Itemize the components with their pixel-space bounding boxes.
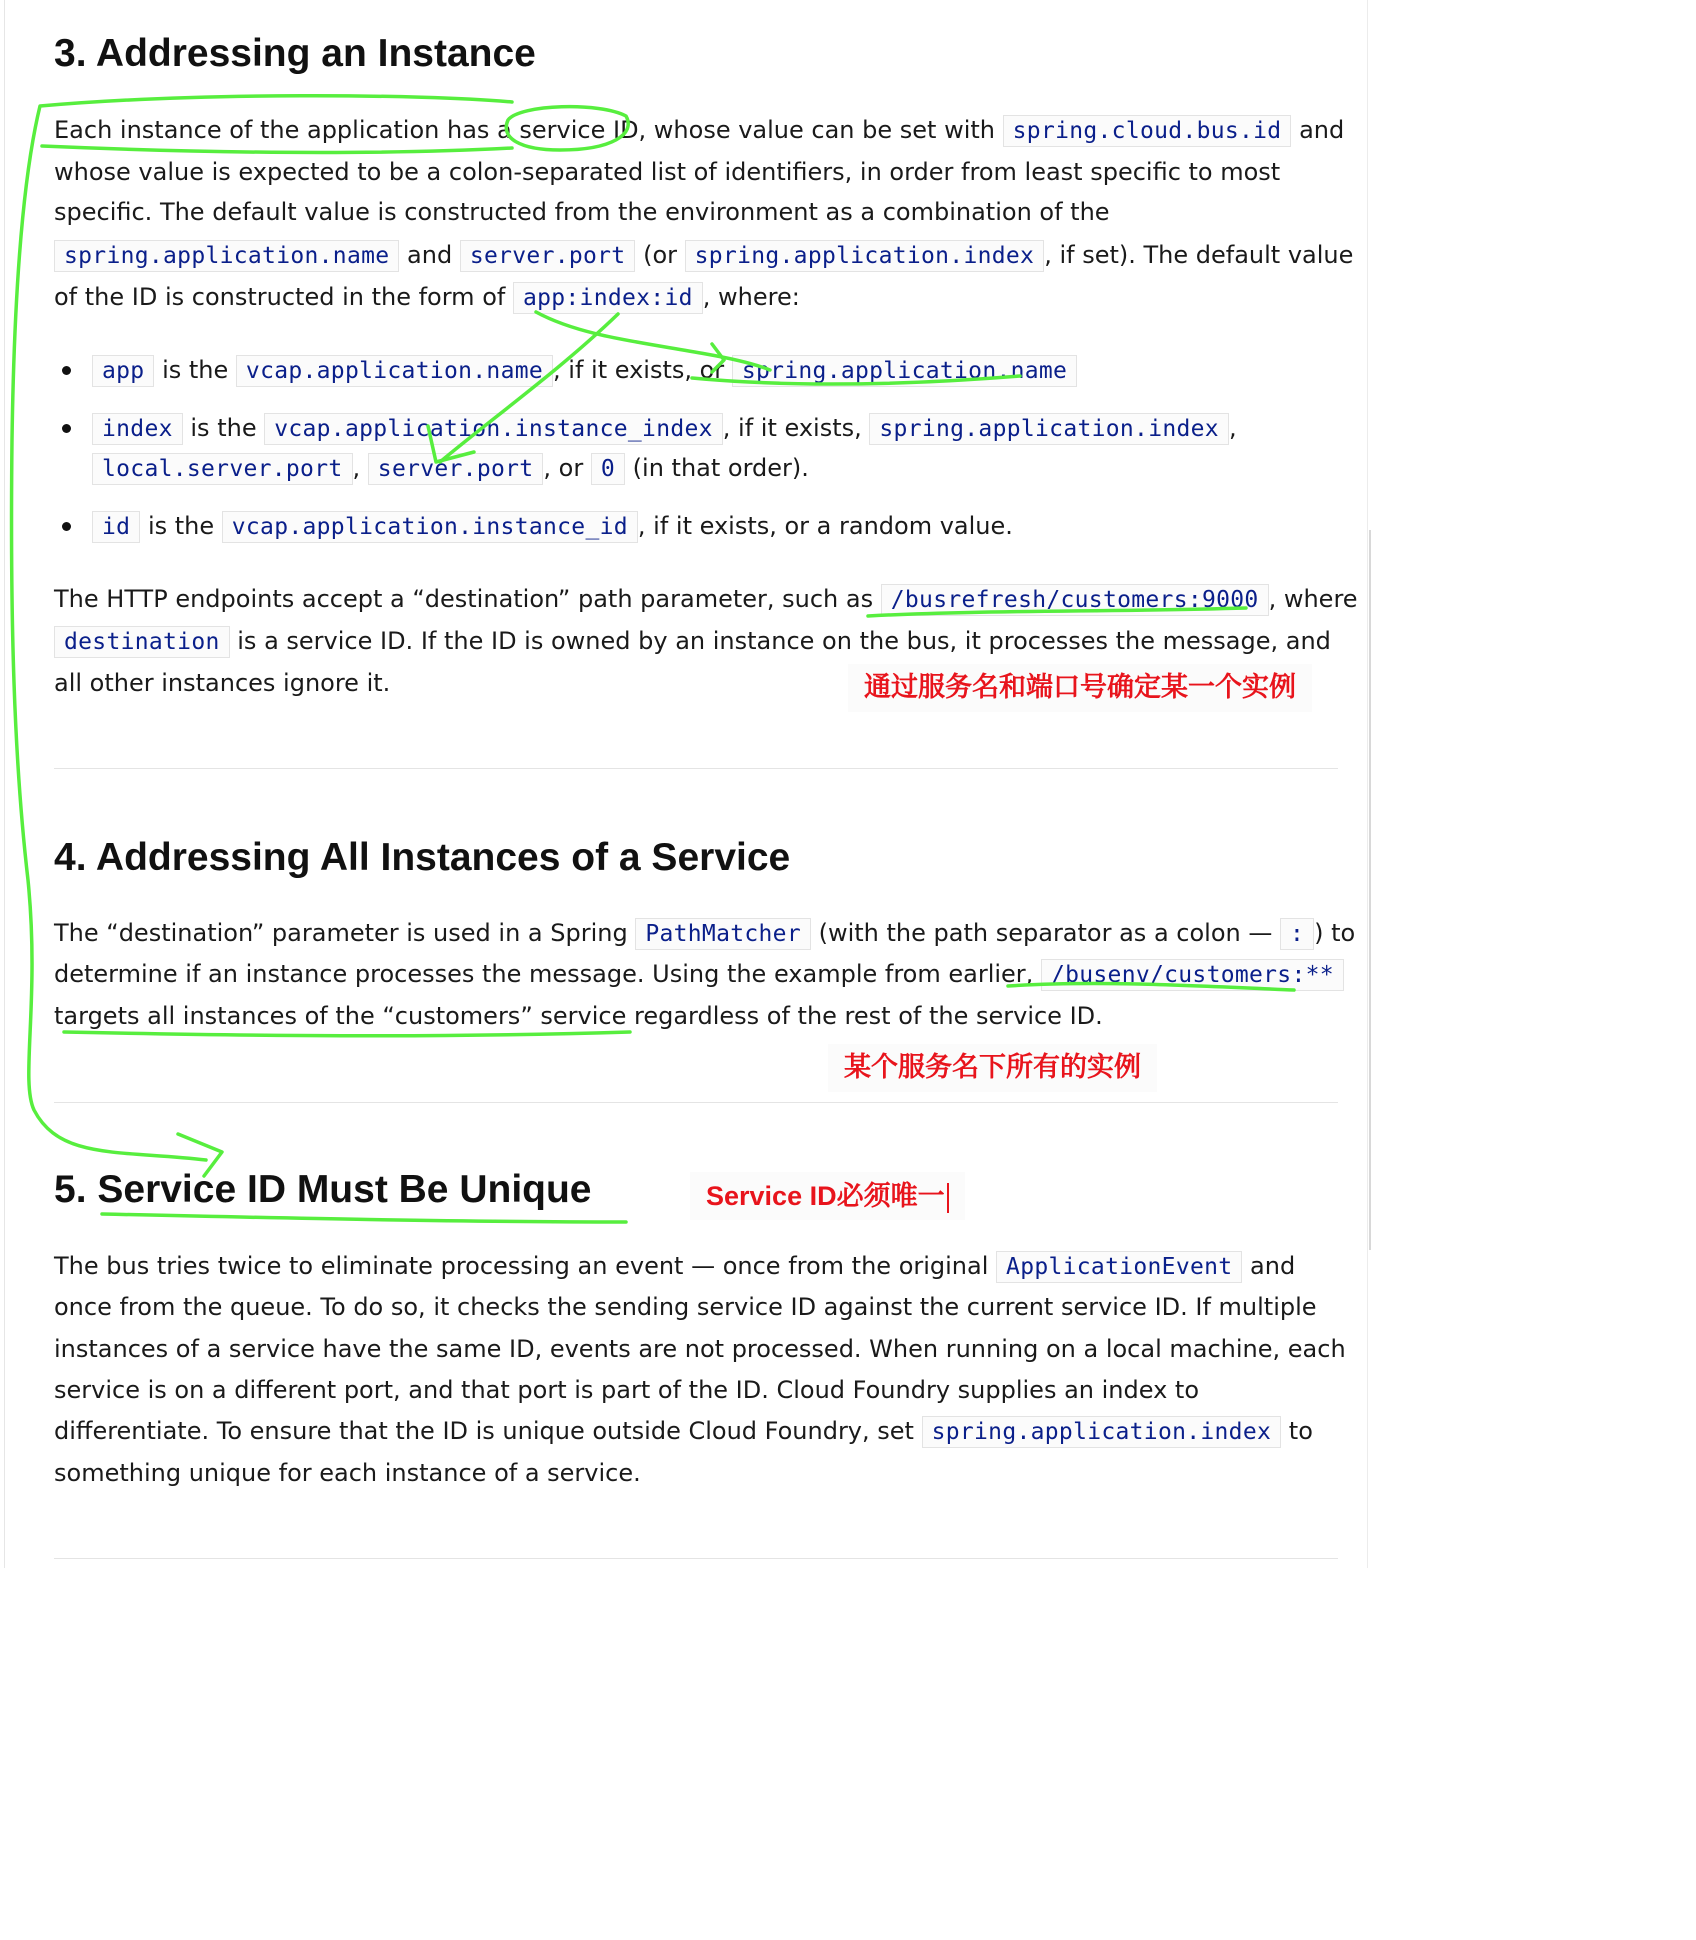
- s5-paragraph-line-4: service is on a different port, and that port is part of the ID. Cloud Foundry supplies an index to: [54, 1376, 1200, 1404]
- annotation-note-all-instances: 某个服务名下所有的实例: [828, 1044, 1157, 1092]
- code-spring-application-index: spring.application.index: [869, 413, 1229, 445]
- code-spring-application-index: spring.application.index: [685, 240, 1045, 272]
- text: is the: [147, 512, 215, 540]
- text: and: [1250, 1252, 1296, 1280]
- code-spring-application-name: spring.application.name: [732, 355, 1077, 387]
- code-id: id: [92, 511, 140, 543]
- text: Each instance of the application has a service ID, whose value can be set with: [54, 116, 996, 144]
- text: is the: [190, 414, 257, 442]
- note-text: Service ID必须唯一: [706, 1181, 945, 1211]
- s4-paragraph-line-3: targets all instances of the “customers” service regardless of the rest of the service ID.: [54, 1002, 1103, 1030]
- code-zero: 0: [591, 453, 625, 485]
- bullet-dot: [62, 424, 71, 433]
- s3-paragraph-line-3: specific. The default value is constructed from the environment as a combination of the: [54, 198, 1110, 226]
- text: is a service ID. If the ID is owned by an instance on the bus, it processes the message, and: [237, 627, 1331, 655]
- section-3-heading: 3. Addressing an Instance: [54, 32, 536, 75]
- s4-paragraph-line-1: [54, 913, 1355, 954]
- section-divider: [54, 1558, 1338, 1559]
- code-applicationevent: ApplicationEvent: [996, 1251, 1242, 1283]
- s3-paragraph-line-2: whose value is expected to be a colon-separated list of identifiers, in order from least specific to most: [54, 158, 1281, 186]
- code-server-port: server.port: [460, 240, 636, 272]
- code-vcap-application-name: vcap.application.name: [236, 355, 553, 387]
- text: (with the path separator as a colon —: [818, 919, 1273, 947]
- s5-paragraph-line-1: [54, 1246, 1295, 1287]
- bullet-item-id: [92, 506, 1013, 547]
- text: , if it exists, or: [553, 356, 725, 384]
- s3-paragraph-line-5: [54, 277, 800, 318]
- bullet-dot: [62, 366, 71, 375]
- s5-paragraph-line-6: something unique for each instance of a service.: [54, 1459, 641, 1487]
- text: The bus tries twice to eliminate processing an event — once from the original: [54, 1252, 989, 1280]
- code-busrefresh-customers: /busrefresh/customers:9000: [881, 584, 1269, 616]
- text: of the ID is constructed in the form of: [54, 283, 506, 311]
- bullet-item-index-line-1: [92, 408, 1237, 449]
- s3-paragraph2-line-2: [54, 621, 1331, 662]
- text: (or: [643, 241, 678, 269]
- page-right-border: [1367, 0, 1368, 1568]
- annotation-note-unique: [690, 1172, 965, 1220]
- text-caret: [947, 1183, 949, 1213]
- annotation-underline: [102, 1214, 626, 1222]
- text: , where: [1268, 585, 1358, 613]
- text: and: [407, 241, 453, 269]
- section-divider: [54, 768, 1338, 769]
- section-5-heading: 5. Service ID Must Be Unique: [54, 1168, 592, 1211]
- code-destination: destination: [54, 626, 230, 658]
- code-busenv-customers: /busenv/customers:**: [1041, 959, 1344, 991]
- s5-paragraph-line-5: [54, 1411, 1313, 1452]
- text: ,: [352, 454, 361, 482]
- page-left-border: [4, 0, 5, 1568]
- s5-paragraph-line-3: instances of a service have the same ID, events are not processed. When running on a local machine, each: [54, 1335, 1346, 1363]
- s3-paragraph2-line-3: all other instances ignore it.: [54, 669, 391, 697]
- annotation-note-instance: 通过服务名和端口号确定某一个实例: [848, 664, 1312, 712]
- code-colon: :: [1280, 918, 1314, 950]
- text: , or: [543, 454, 584, 482]
- code-spring-application-index: spring.application.index: [922, 1416, 1282, 1448]
- text: (in that order).: [632, 454, 809, 482]
- code-spring-cloud-bus-id: spring.cloud.bus.id: [1003, 115, 1292, 147]
- text: The “destination” parameter is used in a Spring: [54, 919, 628, 947]
- code-app-index-id: app:index:id: [513, 282, 703, 314]
- bullet-item-index-line-2: [92, 448, 809, 489]
- code-vcap-application-instance-id: vcap.application.instance_id: [222, 511, 638, 543]
- text: , if set). The default value: [1044, 241, 1354, 269]
- s4-paragraph-line-2: [54, 954, 1344, 995]
- section-4-heading: 4. Addressing All Instances of a Service: [54, 836, 791, 879]
- text: ,: [1228, 414, 1237, 442]
- text: is the: [162, 356, 229, 384]
- s3-paragraph-line-4: [54, 235, 1353, 276]
- text: determine if an instance processes the message. Using the example from earlier,: [54, 960, 1034, 988]
- text: , if it exists, or a random value.: [637, 512, 1013, 540]
- bullet-dot: [62, 522, 71, 531]
- code-vcap-application-instance-index: vcap.application.instance_index: [264, 413, 723, 445]
- s5-paragraph-line-2: once from the queue. To do so, it checks the sending service ID against the current service ID. If multiple: [54, 1293, 1317, 1321]
- text: ) to: [1314, 919, 1356, 947]
- bullet-item-app: [92, 350, 1077, 391]
- text: to: [1288, 1417, 1313, 1445]
- code-server-port: server.port: [368, 453, 544, 485]
- s3-paragraph2-line-1: [54, 579, 1358, 620]
- text: differentiate. To ensure that the ID is unique outside Cloud Foundry, set: [54, 1417, 914, 1445]
- scrollbar-track[interactable]: [1369, 530, 1371, 1250]
- code-spring-application-name: spring.application.name: [54, 240, 399, 272]
- text: and: [1299, 116, 1345, 144]
- text: , where:: [702, 283, 800, 311]
- section-divider: [54, 1102, 1338, 1103]
- code-pathmatcher: PathMatcher: [635, 918, 811, 950]
- code-app: app: [92, 355, 154, 387]
- text: , if it exists,: [722, 414, 862, 442]
- s3-paragraph-line-1: [54, 110, 1344, 151]
- text: The HTTP endpoints accept a “destination” path parameter, such as: [54, 585, 874, 613]
- code-index: index: [92, 413, 183, 445]
- code-local-server-port: local.server.port: [92, 453, 353, 485]
